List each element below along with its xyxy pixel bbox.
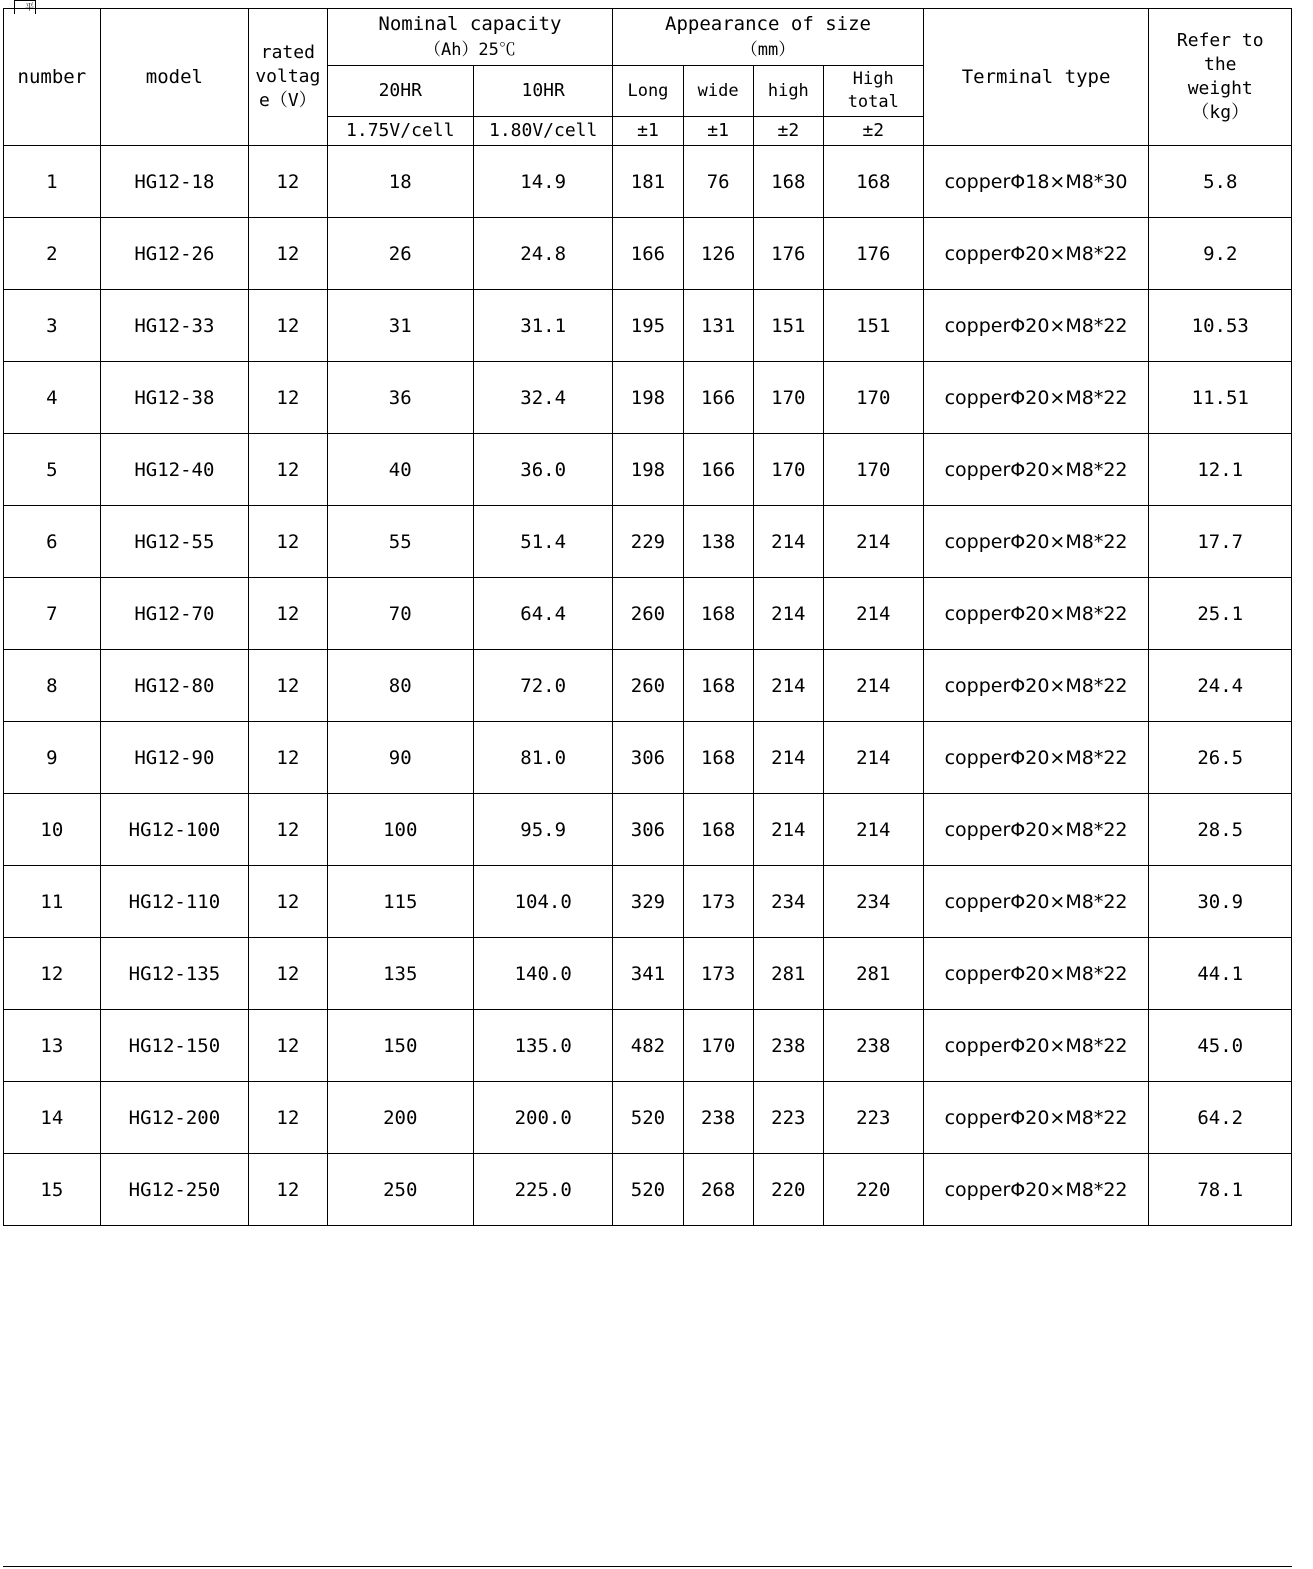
cell-20hr: 31 xyxy=(327,290,473,362)
header-model: model xyxy=(100,9,249,146)
cell-20hr: 135 xyxy=(327,938,473,1010)
cell-long: 341 xyxy=(613,938,683,1010)
cell-20hr: 150 xyxy=(327,1010,473,1082)
cell-model: HG12-26 xyxy=(100,218,249,290)
cell-terminal: copperΦ20×M8*22 xyxy=(923,218,1149,290)
cell-20hr: 70 xyxy=(327,578,473,650)
cell-high-total: 234 xyxy=(823,866,923,938)
table-row xyxy=(4,866,1292,938)
cell-number: 4 xyxy=(4,362,101,434)
cell-20hr: 80 xyxy=(327,650,473,722)
cell-high-total: 170 xyxy=(823,362,923,434)
cell-voltage: 12 xyxy=(249,146,327,218)
cell-wide: 268 xyxy=(683,1154,753,1226)
cell-10hr: 81.0 xyxy=(473,722,612,794)
table-row xyxy=(4,1082,1292,1154)
cell-10hr: 95.9 xyxy=(473,794,612,866)
cell-weight: 5.8 xyxy=(1149,146,1292,218)
header-nominal-capacity-line1: Nominal capacity xyxy=(378,13,562,35)
cell-model: HG12-40 xyxy=(100,434,249,506)
table-row xyxy=(4,362,1292,434)
cell-model: HG12-38 xyxy=(100,362,249,434)
cell-terminal: copperΦ20×M8*22 xyxy=(923,1082,1149,1154)
table-row xyxy=(4,290,1292,362)
cell-voltage: 12 xyxy=(249,1010,327,1082)
cell-number: 15 xyxy=(4,1154,101,1226)
cell-terminal: copperΦ20×M8*22 xyxy=(923,362,1149,434)
cell-high: 170 xyxy=(753,362,823,434)
cell-long: 198 xyxy=(613,362,683,434)
cell-high: 214 xyxy=(753,794,823,866)
table-row xyxy=(4,794,1292,866)
cell-wide: 168 xyxy=(683,722,753,794)
cell-terminal: copperΦ20×M8*22 xyxy=(923,866,1149,938)
cell-weight: 12.1 xyxy=(1149,434,1292,506)
table-header-row-1 xyxy=(4,9,1292,66)
cell-number: 11 xyxy=(4,866,101,938)
header-high-tolerance: ±2 xyxy=(753,117,823,146)
corner-mark: 平 xyxy=(14,0,36,14)
header-refer-weight xyxy=(1149,9,1292,146)
header-10hr-voltage: 1.80V/cell xyxy=(473,117,612,146)
cell-10hr: 225.0 xyxy=(473,1154,612,1226)
cell-long: 306 xyxy=(613,794,683,866)
cell-wide: 131 xyxy=(683,290,753,362)
cell-number: 14 xyxy=(4,1082,101,1154)
cell-model: HG12-70 xyxy=(100,578,249,650)
header-weight-line3: weight xyxy=(1187,78,1253,99)
table-row xyxy=(4,722,1292,794)
cell-terminal: copperΦ18×M8*30 xyxy=(923,146,1149,218)
cell-number: 5 xyxy=(4,434,101,506)
cell-voltage: 12 xyxy=(249,290,327,362)
cell-terminal: copperΦ20×M8*22 xyxy=(923,722,1149,794)
cell-number: 7 xyxy=(4,578,101,650)
cell-long: 482 xyxy=(613,1010,683,1082)
cell-20hr: 40 xyxy=(327,434,473,506)
table-row xyxy=(4,146,1292,218)
header-high-total-line1: High xyxy=(852,69,894,89)
cell-voltage: 12 xyxy=(249,506,327,578)
cell-long: 260 xyxy=(613,650,683,722)
header-high: high xyxy=(753,66,823,117)
cell-voltage: 12 xyxy=(249,650,327,722)
table-row xyxy=(4,1154,1292,1226)
cell-10hr: 200.0 xyxy=(473,1082,612,1154)
cell-voltage: 12 xyxy=(249,1154,327,1226)
cell-wide: 168 xyxy=(683,578,753,650)
cell-weight: 11.51 xyxy=(1149,362,1292,434)
header-20hr: 20HR xyxy=(327,66,473,117)
cell-terminal: copperΦ20×M8*22 xyxy=(923,506,1149,578)
table-body xyxy=(4,146,1292,1226)
cell-high: 214 xyxy=(753,650,823,722)
cell-number: 6 xyxy=(4,506,101,578)
header-weight-line4: （kg） xyxy=(1191,102,1250,123)
cell-voltage: 12 xyxy=(249,938,327,1010)
cell-10hr: 135.0 xyxy=(473,1010,612,1082)
cell-voltage: 12 xyxy=(249,1082,327,1154)
cell-10hr: 36.0 xyxy=(473,434,612,506)
header-rated-voltage xyxy=(249,9,327,146)
header-weight-line1: Refer to xyxy=(1176,30,1264,51)
cell-wide: 166 xyxy=(683,362,753,434)
cell-weight: 30.9 xyxy=(1149,866,1292,938)
header-appearance-of-size xyxy=(613,9,923,66)
cell-wide: 126 xyxy=(683,218,753,290)
cell-model: HG12-200 xyxy=(100,1082,249,1154)
cell-high: 214 xyxy=(753,578,823,650)
cell-voltage: 12 xyxy=(249,362,327,434)
header-high-total-line2: total xyxy=(847,92,899,112)
cell-number: 1 xyxy=(4,146,101,218)
cell-long: 181 xyxy=(613,146,683,218)
table-row xyxy=(4,434,1292,506)
cell-model: HG12-100 xyxy=(100,794,249,866)
cell-wide: 170 xyxy=(683,1010,753,1082)
cell-high-total: 214 xyxy=(823,578,923,650)
cell-long: 260 xyxy=(613,578,683,650)
cell-weight: 28.5 xyxy=(1149,794,1292,866)
cell-high-total: 214 xyxy=(823,506,923,578)
cell-high: 234 xyxy=(753,866,823,938)
cell-10hr: 31.1 xyxy=(473,290,612,362)
cell-weight: 24.4 xyxy=(1149,650,1292,722)
header-number: number xyxy=(4,9,101,146)
cell-terminal: copperΦ20×M8*22 xyxy=(923,938,1149,1010)
table-row xyxy=(4,938,1292,1010)
cell-wide: 168 xyxy=(683,650,753,722)
header-nominal-capacity-line2: （Ah）25℃ xyxy=(423,40,516,60)
cell-long: 520 xyxy=(613,1082,683,1154)
cell-high-total: 220 xyxy=(823,1154,923,1226)
cell-wide: 173 xyxy=(683,938,753,1010)
header-wide-tolerance: ±1 xyxy=(683,117,753,146)
header-weight-line2: the xyxy=(1203,54,1237,75)
cell-wide: 166 xyxy=(683,434,753,506)
cell-number: 9 xyxy=(4,722,101,794)
cell-20hr: 26 xyxy=(327,218,473,290)
header-rated-voltage-line2: voltag xyxy=(255,66,321,87)
cell-weight: 10.53 xyxy=(1149,290,1292,362)
cell-20hr: 115 xyxy=(327,866,473,938)
cell-number: 2 xyxy=(4,218,101,290)
cell-terminal: copperΦ20×M8*22 xyxy=(923,290,1149,362)
cell-high: 176 xyxy=(753,218,823,290)
cell-10hr: 14.9 xyxy=(473,146,612,218)
header-rated-voltage-line3: e（V） xyxy=(258,90,317,111)
cell-model: HG12-80 xyxy=(100,650,249,722)
cell-high-total: 223 xyxy=(823,1082,923,1154)
cell-model: HG12-33 xyxy=(100,290,249,362)
cell-long: 329 xyxy=(613,866,683,938)
cell-wide: 173 xyxy=(683,866,753,938)
cell-terminal: copperΦ20×M8*22 xyxy=(923,650,1149,722)
header-terminal-type: Terminal type xyxy=(923,9,1149,146)
cell-weight: 78.1 xyxy=(1149,1154,1292,1226)
cell-high-total: 151 xyxy=(823,290,923,362)
cell-model: HG12-110 xyxy=(100,866,249,938)
cell-high: 223 xyxy=(753,1082,823,1154)
header-long: Long xyxy=(613,66,683,117)
cell-weight: 44.1 xyxy=(1149,938,1292,1010)
cell-weight: 64.2 xyxy=(1149,1082,1292,1154)
cell-terminal: copperΦ20×M8*22 xyxy=(923,794,1149,866)
header-wide: wide xyxy=(683,66,753,117)
cell-wide: 168 xyxy=(683,794,753,866)
cell-wide: 138 xyxy=(683,506,753,578)
cell-high-total: 214 xyxy=(823,650,923,722)
header-20hr-voltage: 1.75V/cell xyxy=(327,117,473,146)
cell-long: 229 xyxy=(613,506,683,578)
cell-20hr: 200 xyxy=(327,1082,473,1154)
battery-specification-table xyxy=(3,8,1292,1226)
table-row xyxy=(4,218,1292,290)
cell-model: HG12-135 xyxy=(100,938,249,1010)
cell-20hr: 250 xyxy=(327,1154,473,1226)
table-row xyxy=(4,506,1292,578)
cell-long: 195 xyxy=(613,290,683,362)
table-row xyxy=(4,578,1292,650)
cell-wide: 238 xyxy=(683,1082,753,1154)
cell-model: HG12-18 xyxy=(100,146,249,218)
table-row xyxy=(4,1010,1292,1082)
cell-voltage: 12 xyxy=(249,866,327,938)
cell-model: HG12-250 xyxy=(100,1154,249,1226)
cell-high-total: 176 xyxy=(823,218,923,290)
cell-voltage: 12 xyxy=(249,794,327,866)
cell-10hr: 104.0 xyxy=(473,866,612,938)
cell-terminal: copperΦ20×M8*22 xyxy=(923,1154,1149,1226)
cell-high: 281 xyxy=(753,938,823,1010)
cell-number: 13 xyxy=(4,1010,101,1082)
header-long-tolerance: ±1 xyxy=(613,117,683,146)
cell-high: 214 xyxy=(753,722,823,794)
cell-10hr: 140.0 xyxy=(473,938,612,1010)
header-rated-voltage-line1: rated xyxy=(260,42,315,63)
page-bottom-rule xyxy=(3,1566,1292,1567)
cell-long: 166 xyxy=(613,218,683,290)
cell-long: 198 xyxy=(613,434,683,506)
cell-wide: 76 xyxy=(683,146,753,218)
cell-long: 520 xyxy=(613,1154,683,1226)
cell-20hr: 18 xyxy=(327,146,473,218)
header-appearance-line1: Appearance of size xyxy=(665,13,871,35)
cell-high-total: 238 xyxy=(823,1010,923,1082)
cell-high: 168 xyxy=(753,146,823,218)
cell-weight: 25.1 xyxy=(1149,578,1292,650)
cell-long: 306 xyxy=(613,722,683,794)
table-row xyxy=(4,650,1292,722)
header-high-total-tolerance: ±2 xyxy=(823,117,923,146)
cell-10hr: 24.8 xyxy=(473,218,612,290)
cell-model: HG12-90 xyxy=(100,722,249,794)
cell-high: 220 xyxy=(753,1154,823,1226)
cell-model: HG12-150 xyxy=(100,1010,249,1082)
cell-weight: 17.7 xyxy=(1149,506,1292,578)
cell-20hr: 90 xyxy=(327,722,473,794)
cell-voltage: 12 xyxy=(249,722,327,794)
header-10hr: 10HR xyxy=(473,66,612,117)
cell-high: 238 xyxy=(753,1010,823,1082)
cell-20hr: 100 xyxy=(327,794,473,866)
cell-10hr: 51.4 xyxy=(473,506,612,578)
cell-number: 12 xyxy=(4,938,101,1010)
cell-terminal: copperΦ20×M8*22 xyxy=(923,434,1149,506)
cell-voltage: 12 xyxy=(249,218,327,290)
cell-high-total: 214 xyxy=(823,794,923,866)
cell-20hr: 36 xyxy=(327,362,473,434)
header-nominal-capacity xyxy=(327,9,613,66)
cell-high-total: 168 xyxy=(823,146,923,218)
cell-high-total: 170 xyxy=(823,434,923,506)
cell-number: 10 xyxy=(4,794,101,866)
cell-high: 170 xyxy=(753,434,823,506)
cell-high: 151 xyxy=(753,290,823,362)
cell-weight: 26.5 xyxy=(1149,722,1292,794)
cell-number: 8 xyxy=(4,650,101,722)
cell-10hr: 32.4 xyxy=(473,362,612,434)
cell-high-total: 281 xyxy=(823,938,923,1010)
cell-weight: 45.0 xyxy=(1149,1010,1292,1082)
cell-voltage: 12 xyxy=(249,578,327,650)
cell-terminal: copperΦ20×M8*22 xyxy=(923,578,1149,650)
cell-voltage: 12 xyxy=(249,434,327,506)
cell-number: 3 xyxy=(4,290,101,362)
header-high-total xyxy=(823,66,923,117)
cell-10hr: 64.4 xyxy=(473,578,612,650)
cell-weight: 9.2 xyxy=(1149,218,1292,290)
cell-high: 214 xyxy=(753,506,823,578)
cell-terminal: copperΦ20×M8*22 xyxy=(923,1010,1149,1082)
cell-10hr: 72.0 xyxy=(473,650,612,722)
cell-20hr: 55 xyxy=(327,506,473,578)
header-appearance-line2: （mm） xyxy=(740,40,796,60)
cell-high-total: 214 xyxy=(823,722,923,794)
cell-model: HG12-55 xyxy=(100,506,249,578)
